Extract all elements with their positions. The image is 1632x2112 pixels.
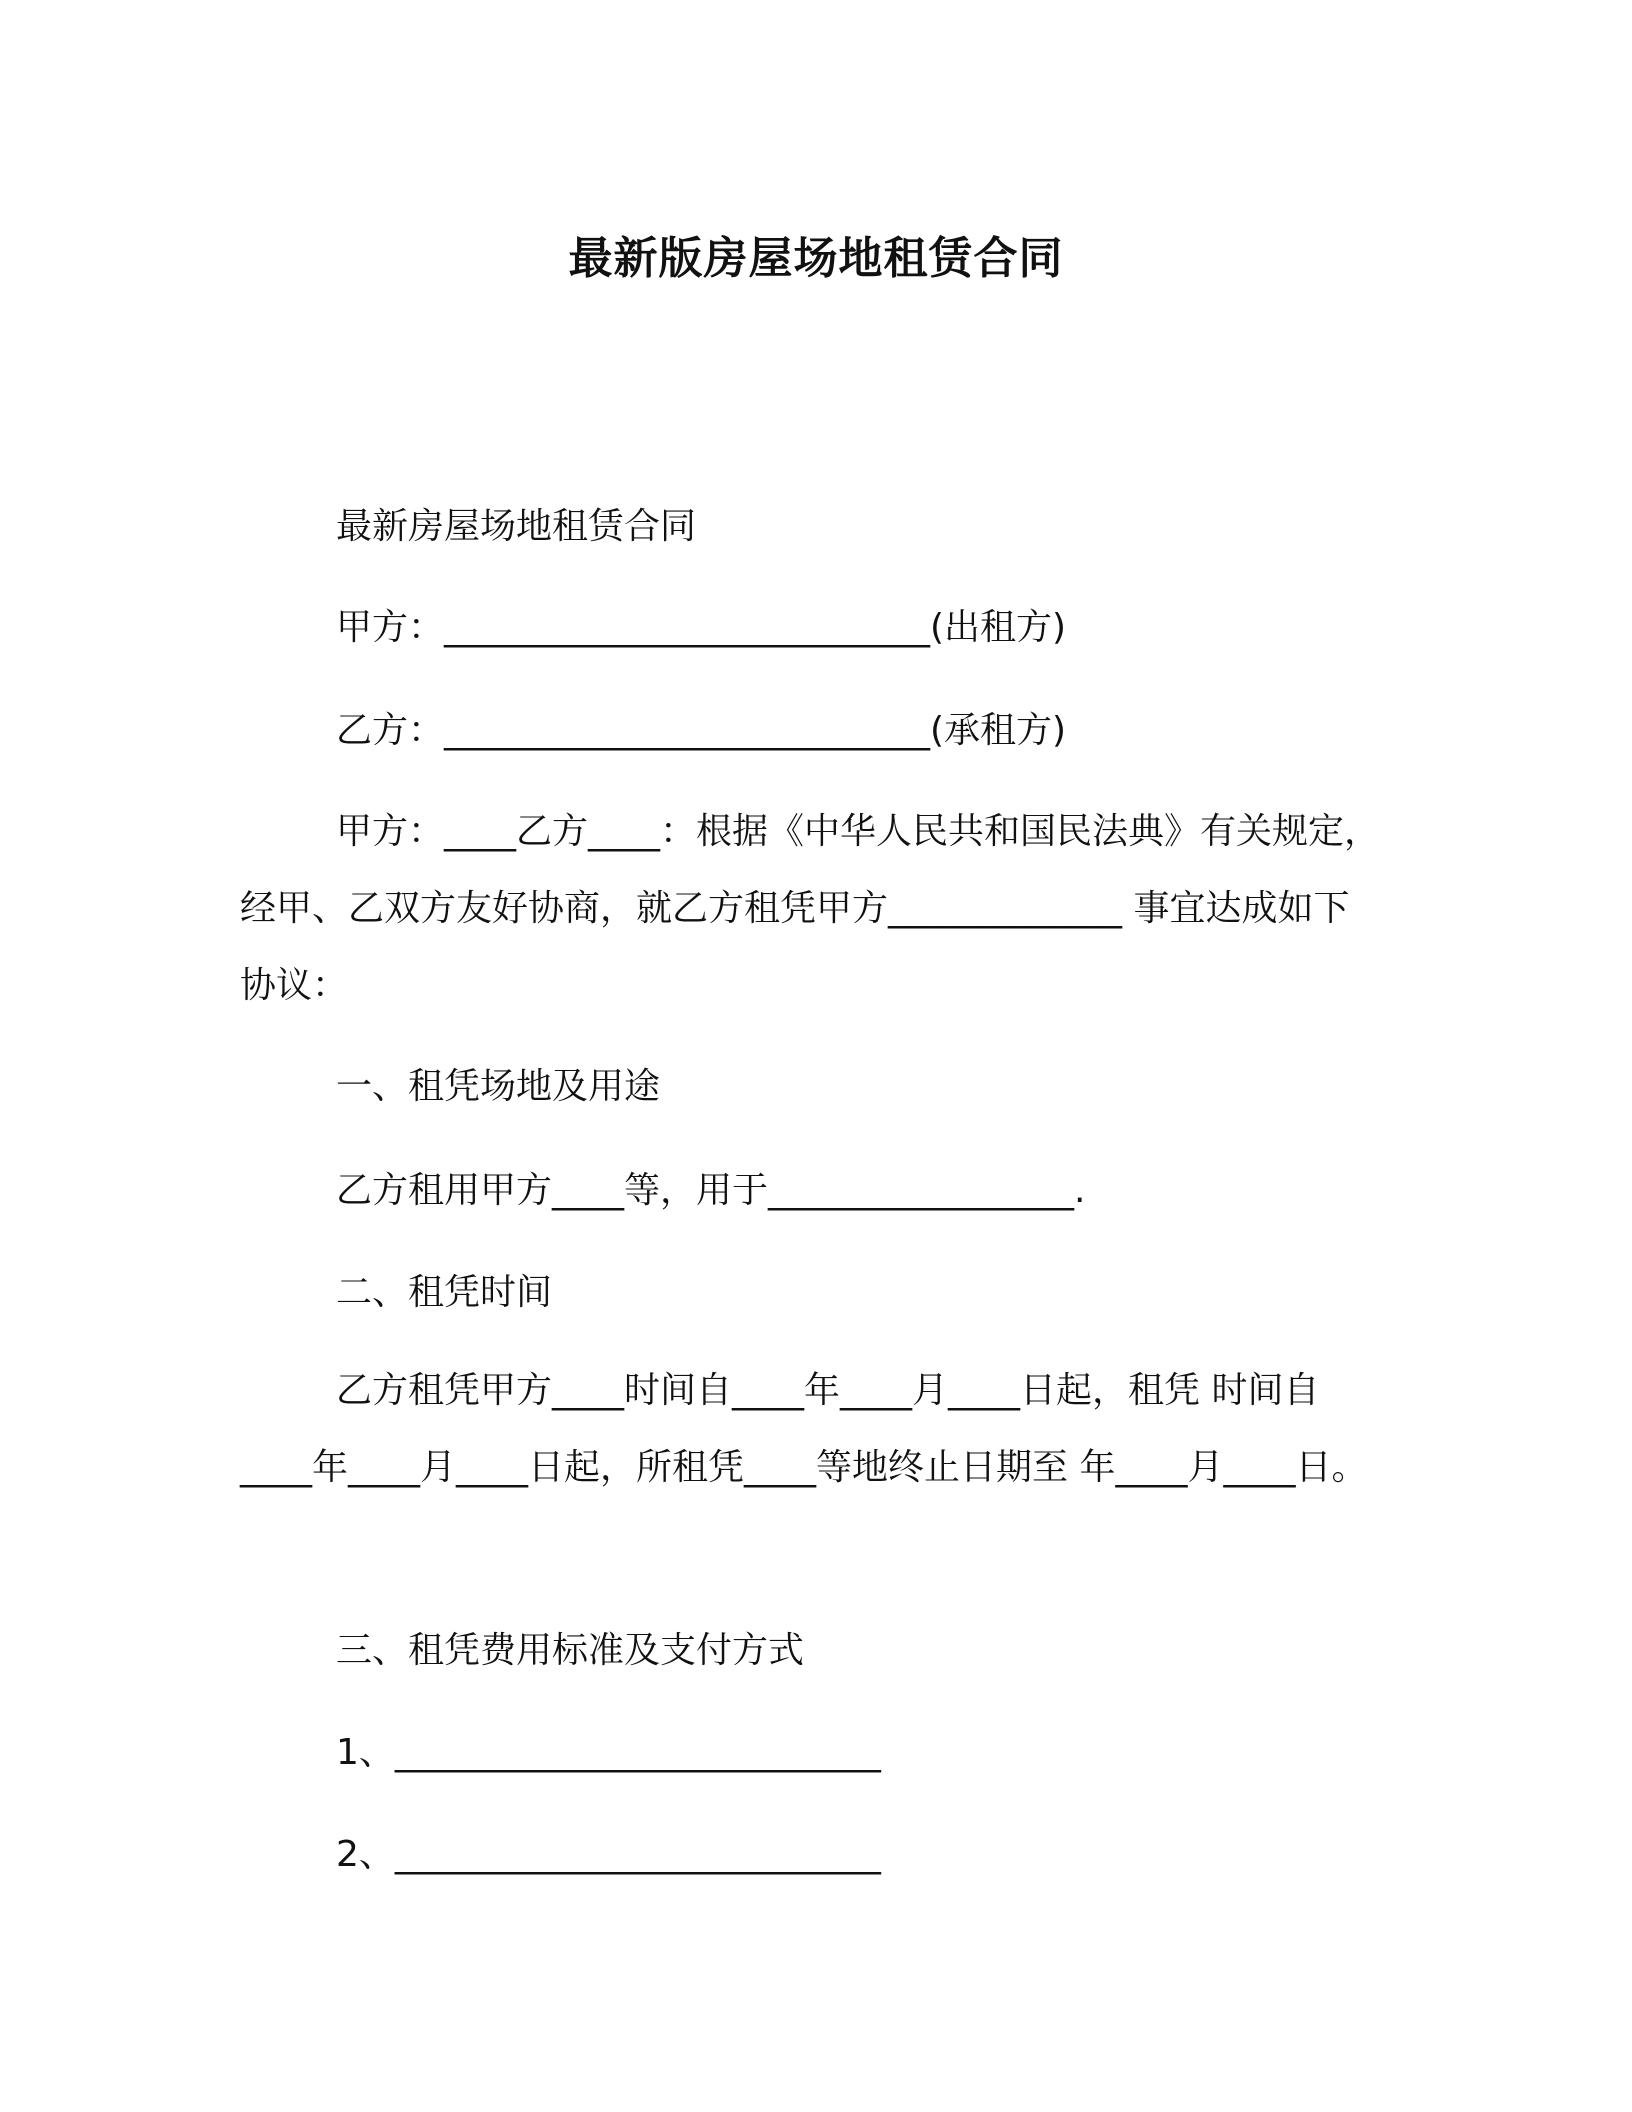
section-3-item-2: 2、___________________________ [336, 1834, 881, 1875]
section-3-item-1: 1、___________________________ [336, 1732, 881, 1773]
section-3-heading: 三、租凭费用标准及支付方式 [336, 1630, 805, 1671]
party-b-line: 乙方：___________________________(承租方) [336, 710, 1067, 751]
agreement-intro-paragraph: 甲方：____乙方____：根据《中华人民共和国民法典》有关规定，经甲、乙双方友好协商，就乙方租凭甲方_____________ 事宜达成如下协议： [240, 811, 1381, 1006]
subtitle-paragraph: 最新房屋场地租赁合同 [336, 506, 697, 547]
document-title: 最新版房屋场地租赁合同 [568, 233, 1064, 284]
section-1-body: 乙方租用甲方____等，用于_________________. [336, 1170, 1086, 1211]
section-1-heading: 一、租凭场地及用途 [336, 1066, 661, 1107]
party-a-line: 甲方：___________________________(出租方) [336, 607, 1067, 648]
section-2-body: 乙方租凭甲方____时间自____年____月____日起，租凭 时间自____年____月____日起，所租凭____等地终止日期至 年____月____日。 [240, 1370, 1368, 1488]
section-2-heading: 二、租凭时间 [336, 1272, 553, 1313]
